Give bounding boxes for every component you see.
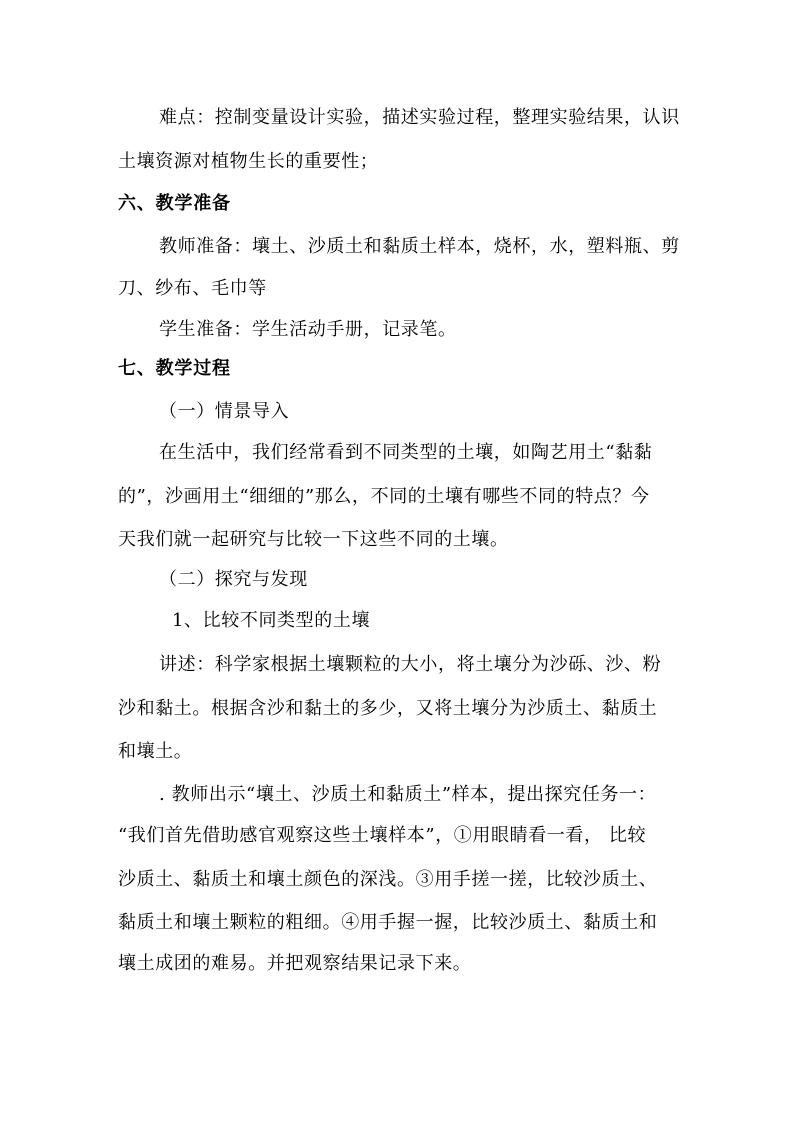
paragraph-line: 讲述：科学家根据土壤颗粒的大小，将土壤分为沙砾、沙、粉 [159,654,662,675]
subsection-heading: （一）情景导入 [159,401,290,422]
paragraph-line: . 教师出示“壤土、沙质土和黏质土”样本，提出探究任务一： [159,784,657,805]
paragraph-line: 和壤土。 [118,741,193,762]
paragraph-line: 教师准备：壤土、沙质土和黏质土样本，烧杯，水，塑料瓶、剪 [159,236,680,257]
paragraph-line: 天我们就一起研究与比较一下这些不同的土壤。 [118,529,509,550]
paragraph-line: 刀、纱布、毛巾等 [118,278,267,299]
subsection-heading: （二）探究与发现 [159,569,308,590]
paragraph-line: 沙和黏土。根据含沙和黏土的多少，又将土壤分为沙质土、黏质土 [118,698,658,719]
paragraph-line: 难点：控制变量设计实验，描述实验过程，整理实验结果，认识 [159,107,680,128]
paragraph-line: 学生准备：学生活动手册，记录笔。 [159,319,457,340]
paragraph-line: 壤土成团的难易。并把观察结果记录下来。 [118,953,472,974]
paragraph-line: 土壤资源对植物生长的重要性； [118,151,379,172]
paragraph-line: 黏质土和壤土颗粒的粗细。④用手握一握，比较沙质土、黏质土和 [118,912,658,933]
paragraph-line: 在生活中，我们经常看到不同类型的土壤，如陶艺用土“黏黏 [159,442,653,463]
paragraph-line: “我们首先借助感官观察这些土壤样本”，①用眼睛看一看， 比较 [118,825,647,846]
paragraph-line: 的”，沙画用土“细细的”那么，不同的土壤有哪些不同的特点？今 [118,486,650,507]
section-heading: 六、教学准备 [118,193,231,214]
item-heading: 1、比较不同类型的土壤 [172,610,371,631]
paragraph-line: 沙质土、黏质土和壤土颜色的深浅。③用手搓一搓，比较沙质土、 [118,869,658,890]
section-heading: 七、教学过程 [118,358,231,379]
